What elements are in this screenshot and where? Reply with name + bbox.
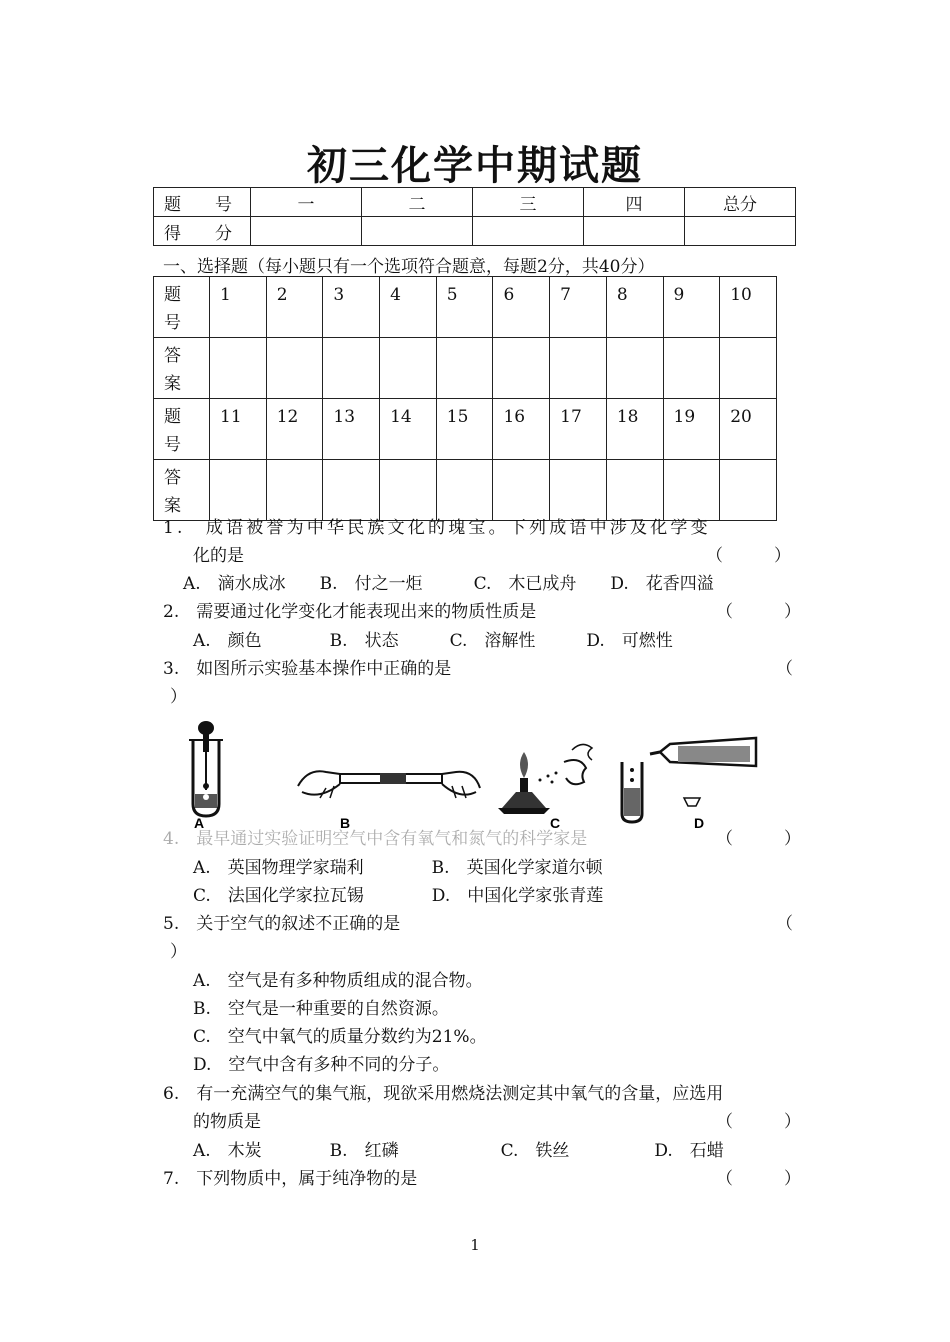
table-cell: 得 分 [154, 217, 251, 246]
answer-cell[interactable] [266, 338, 323, 399]
answer-cell[interactable] [210, 338, 267, 399]
question-3-text: 3. 如图所示实验基本操作中正确的是 [163, 659, 452, 679]
page-title: 初三化学中期试题 [307, 142, 643, 189]
table-row [154, 217, 796, 246]
figure-label-c: C [550, 815, 561, 830]
dropper-in-test-tube-icon [189, 721, 223, 816]
question-number: 15 [436, 399, 493, 460]
table-row [154, 399, 777, 460]
answer-cell[interactable] [210, 460, 267, 521]
figure-label-a: A [194, 815, 205, 830]
question-6-options: A. 木炭 B. 红磷 C. 铁丝 D. 石蜡 [193, 1141, 724, 1161]
figure-label-b: B [340, 815, 351, 830]
question-6-text: 6. 有一充满空气的集气瓶，现欲采用燃烧法测定其中氧气的含量，应选用 [163, 1084, 724, 1104]
answer-bracket-close: ） [170, 942, 187, 962]
question-5-text: 5. 关于空气的叙述不正确的是 [163, 914, 401, 934]
alcohol-lamp-smell-icon [498, 744, 592, 814]
question-number: 13 [323, 399, 380, 460]
question-number: 9 [663, 277, 720, 338]
answer-cell[interactable] [550, 460, 607, 521]
answer-bracket-close: ） [170, 687, 187, 707]
answer-cell[interactable] [606, 460, 663, 521]
question-4-options-ab: A. 英国物理学家瑞利 B. 英国化学家道尔顿 [193, 858, 603, 878]
question-1-text: 1. 成语被誉为中华民族文化的瑰宝。下列成语中涉及化学变 [163, 518, 711, 538]
row-label: 答 案 [154, 460, 210, 521]
answer-cell[interactable] [550, 338, 607, 399]
score-table [153, 187, 796, 246]
answer-cell[interactable] [380, 338, 437, 399]
answer-cell[interactable] [663, 460, 720, 521]
answer-table [153, 276, 777, 521]
question-6-text-cont: 的物质是 [193, 1112, 261, 1132]
question-number: 20 [720, 399, 777, 460]
table-cell: 三 [473, 188, 584, 217]
question-4-options-cd: C. 法国化学家拉瓦锡 D. 中国化学家张青莲 [193, 886, 604, 906]
question-number: 18 [606, 399, 663, 460]
question-1-text-cont: 化的是 [193, 546, 244, 566]
table-cell: 四 [584, 188, 685, 217]
answer-cell[interactable] [266, 460, 323, 521]
page-number: 1 [470, 1236, 480, 1254]
figure-label-d: D [694, 815, 705, 830]
answer-cell[interactable] [720, 338, 777, 399]
table-row [154, 460, 777, 521]
question-number: 11 [210, 399, 267, 460]
question-number: 5 [436, 277, 493, 338]
question-2-options: A. 颜色 B. 状态 C. 溶解性 D. 可燃性 [193, 631, 673, 651]
answer-bracket: （ ） [716, 602, 801, 622]
question-5-option-c: C. 空气中氧气的质量分数约为21%。 [193, 1027, 487, 1047]
question-number: 2 [266, 277, 323, 338]
table-row [154, 188, 796, 217]
table-row [154, 277, 777, 338]
question-number: 6 [493, 277, 550, 338]
score-input-cell[interactable] [251, 217, 362, 246]
answer-bracket-open: （ [776, 914, 793, 934]
answer-cell[interactable] [436, 460, 493, 521]
answer-cell[interactable] [380, 460, 437, 521]
question-7-text: 7. 下列物质中，属于纯净物的是 [163, 1169, 418, 1189]
answer-cell[interactable] [720, 460, 777, 521]
question-number: 19 [663, 399, 720, 460]
question-number: 14 [380, 399, 437, 460]
question-5-option-b: B. 空气是一种重要的自然资源。 [193, 999, 449, 1019]
question-number: 3 [323, 277, 380, 338]
question-number: 7 [550, 277, 607, 338]
answer-bracket: （ ） [716, 829, 801, 849]
question-5-option-d: D. 空气中含有多种不同的分子。 [193, 1055, 450, 1075]
answer-cell[interactable] [663, 338, 720, 399]
question-4-text: 4. 最早通过实验证明空气中含有氧气和氮气的科学家是 [163, 829, 588, 849]
section-heading: 一、选择题（每小题只有一个选项符合题意，每题2分，共40分） [163, 257, 655, 277]
question-number: 16 [493, 399, 550, 460]
question-number: 17 [550, 399, 607, 460]
score-input-cell[interactable] [685, 217, 796, 246]
answer-bracket: （ ） [716, 1169, 801, 1189]
table-row [154, 338, 777, 399]
question-number: 4 [380, 277, 437, 338]
table-cell: 一 [251, 188, 362, 217]
lab-operations-figure [180, 718, 770, 830]
answer-cell[interactable] [493, 460, 550, 521]
question-2-text: 2. 需要通过化学变化才能表现出来的物质性质是 [163, 602, 537, 622]
row-label: 题 号 [154, 277, 210, 338]
answer-bracket: （ ） [706, 546, 791, 566]
answer-cell[interactable] [323, 338, 380, 399]
question-1-options: A. 滴水成冰 B. 付之一炬 C. 木已成舟 D. 花香四溢 [183, 574, 714, 594]
question-5-option-a: A. 空气是有多种物质组成的混合物。 [193, 971, 483, 991]
answer-cell[interactable] [436, 338, 493, 399]
answer-cell[interactable] [493, 338, 550, 399]
pouring-liquid-icon [622, 738, 756, 822]
answer-bracket-open: （ [776, 659, 793, 679]
row-label: 答 案 [154, 338, 210, 399]
question-number: 1 [210, 277, 267, 338]
question-number: 8 [606, 277, 663, 338]
table-cell: 二 [362, 188, 473, 217]
hands-connecting-tube-icon [298, 771, 480, 798]
score-input-cell[interactable] [584, 217, 685, 246]
answer-bracket: （ ） [716, 1112, 801, 1132]
score-input-cell[interactable] [473, 217, 584, 246]
answer-cell[interactable] [606, 338, 663, 399]
row-label: 题 号 [154, 399, 210, 460]
question-number: 12 [266, 399, 323, 460]
table-cell: 总分 [685, 188, 796, 217]
answer-cell[interactable] [323, 460, 380, 521]
question-number: 10 [720, 277, 777, 338]
score-input-cell[interactable] [362, 217, 473, 246]
table-cell: 题 号 [154, 188, 251, 217]
